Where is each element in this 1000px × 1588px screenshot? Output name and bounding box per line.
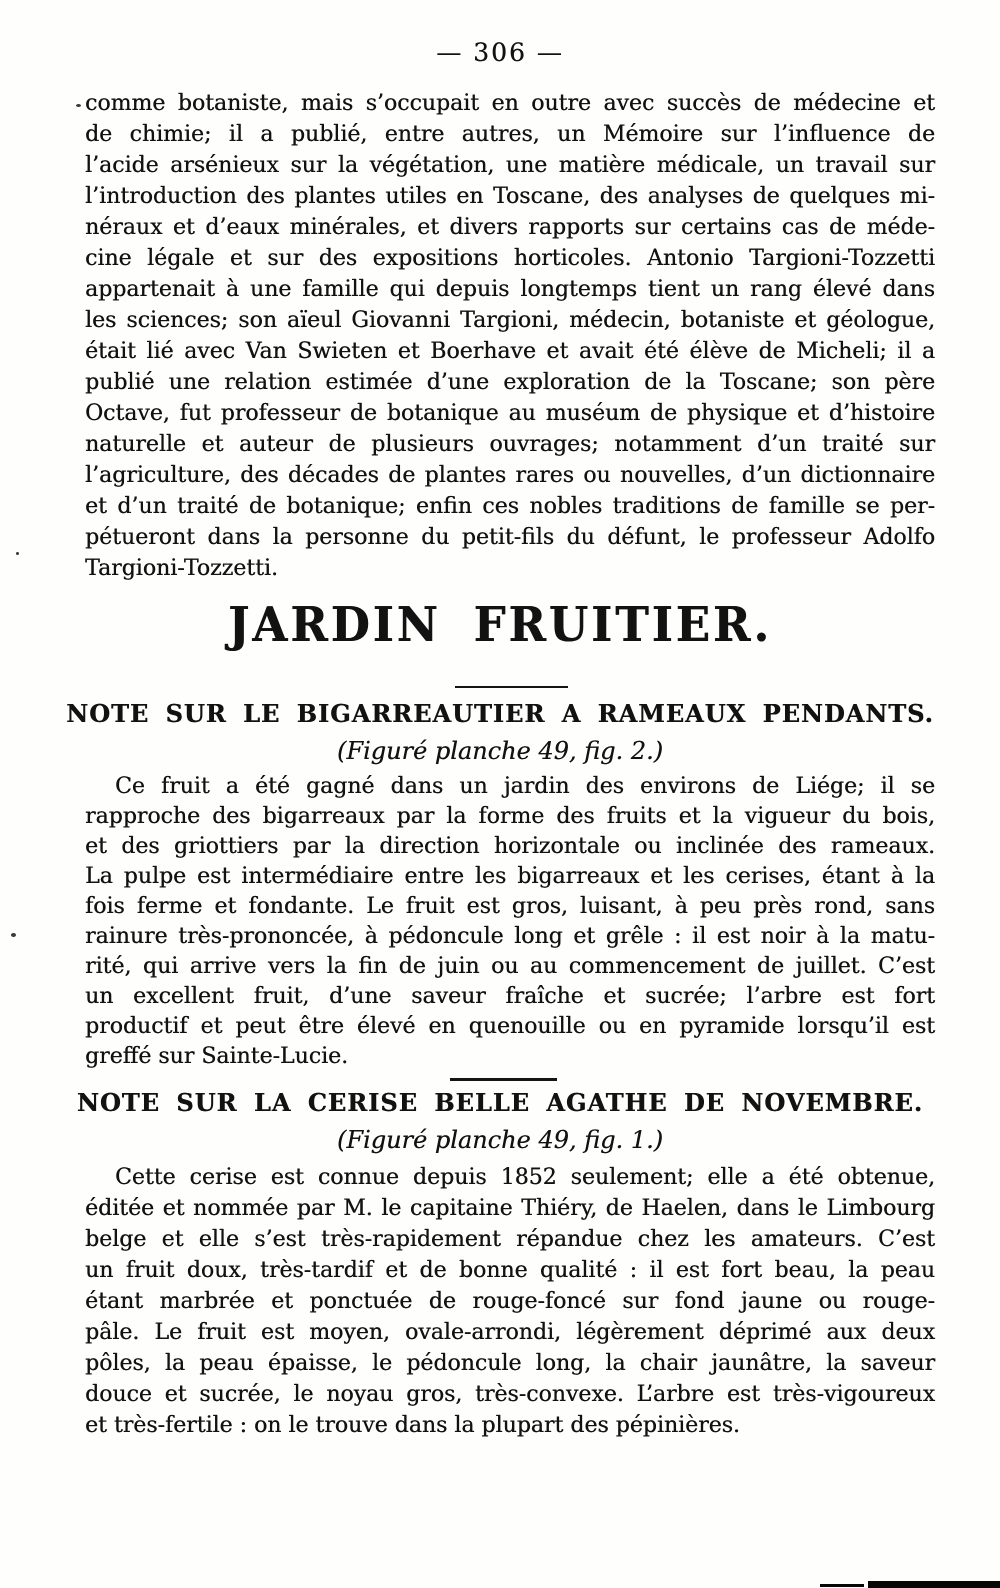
- scan-speck: [11, 933, 16, 937]
- page-number: — 306 —: [436, 38, 564, 67]
- scan-edge-artifact: [868, 1581, 1000, 1588]
- text-line: et des griottiers par la direction horizontale ou inclinée des rameaux.: [85, 834, 935, 859]
- scan-edge-artifact: [820, 1584, 864, 1587]
- text-line: pétueront dans la personne du petit-fils du défunt, le professeur Adolfo: [85, 525, 935, 550]
- text-line: cine légale et sur des expositions horticoles. Antonio Targioni-Tozzetti: [85, 246, 935, 271]
- intro-paragraph: [85, 88, 935, 584]
- text-line: publié une relation estimée d’une exploration de la Toscane; son père: [85, 370, 935, 395]
- text-line: Ce fruit a été gagné dans un jardin des environs de Liége; il se: [115, 774, 935, 799]
- text-line: greffé sur Sainte-Lucie.: [85, 1044, 349, 1069]
- text-line: et très-fertile : on le trouve dans la plupart des pépinières.: [85, 1413, 740, 1438]
- scan-speck: [16, 552, 19, 555]
- title-divider-rule: [455, 686, 568, 688]
- text-line: rité, qui arrive vers la fin de juin ou au commencement de juillet. C’est: [85, 954, 935, 979]
- figure-reference-bigarreautier: (Figuré planche 49, fig. 2.): [336, 737, 664, 765]
- text-line: fois ferme et fondante. Le fruit est gros, luisant, à peu près rond, sans: [85, 894, 935, 919]
- text-line: les sciences; son aïeul Giovanni Targioni, médecin, botaniste et géologue,: [85, 308, 935, 333]
- figure-reference-cerise: (Figuré planche 49, fig. 1.): [336, 1126, 664, 1154]
- scan-speck: [76, 104, 81, 107]
- text-line: était lié avec Van Swieten et Boerhave et avait été élève de Micheli; il a: [85, 339, 935, 364]
- text-line: La pulpe est intermédiaire entre les bigarreaux et les cerises, étant à la: [85, 864, 935, 889]
- text-line: belge et elle s’est très-rapidement répandue chez les amateurs. C’est: [85, 1227, 935, 1252]
- text-line: étant marbrée et ponctuée de rouge-foncé sur fond jaune ou rouge-: [85, 1289, 935, 1314]
- text-line: naturelle et auteur de plusieurs ouvrages; notamment d’un traité sur: [85, 432, 935, 457]
- text-line: néraux et d’eaux minérales, et divers rapports sur certains cas de méde-: [85, 215, 935, 240]
- text-line: pôles, la peau épaisse, le pédoncule long, la chair jaunâtre, la saveur: [85, 1351, 935, 1376]
- text-line: Targioni-Tozzetti.: [85, 556, 278, 581]
- text-line: rapproche des bigarreaux par la forme des fruits et la vigueur du bois,: [85, 804, 935, 829]
- text-line: l’introduction des plantes utiles en Toscane, des analyses de quelques mi-: [85, 184, 935, 209]
- text-line: productif et peut être élevé en quenouille ou en pyramide lorsqu’il est: [85, 1014, 935, 1039]
- text-line: pâle. Le fruit est moyen, ovale-arrondi, légèrement déprimé aux deux: [85, 1320, 935, 1345]
- text-line: l’acide arsénieux sur la végétation, une matière médicale, un travail sur: [85, 153, 935, 178]
- text-line: appartenait à une famille qui depuis longtemps tient un rang élevé dans: [85, 277, 935, 302]
- note-heading-cerise: NOTE SUR LA CERISE BELLE AGATHE DE NOVEMBRE.: [76, 1088, 924, 1117]
- section-divider-rule: [450, 1078, 557, 1081]
- text-line: comme botaniste, mais s’occupait en outre avec succès de médecine et: [85, 91, 935, 116]
- bigarreautier-paragraph: [85, 772, 935, 1072]
- text-line: et d’un traité de botanique; enfin ces nobles traditions de famille se per-: [85, 494, 935, 519]
- text-line: Cette cerise est connue depuis 1852 seulement; elle a été obtenue,: [115, 1165, 935, 1190]
- text-line: éditée et nommée par M. le capitaine Thiéry, de Haelen, dans le Limbourg: [85, 1196, 935, 1221]
- text-line: l’agriculture, des décades de plantes rares ou nouvelles, d’un dictionnaire: [85, 463, 935, 488]
- cerise-paragraph: [85, 1162, 935, 1441]
- text-line: un fruit doux, très-tardif et de bonne qualité : il est fort beau, la peau: [85, 1258, 935, 1283]
- section-title-jardin-fruitier: JARDIN FRUITIER.: [227, 596, 772, 653]
- text-line: de chimie; il a publié, entre autres, un Mémoire sur l’influence de: [85, 122, 935, 147]
- note-heading-bigarreautier: NOTE SUR LE BIGARREAUTIER A RAMEAUX PENDANTS.: [66, 699, 934, 728]
- text-line: douce et sucrée, le noyau gros, très-convexe. L’arbre est très-vigoureux: [85, 1382, 935, 1407]
- text-line: rainure très-prononcée, à pédoncule long et grêle : il est noir à la matu-: [85, 924, 935, 949]
- text-line: Octave, fut professeur de botanique au muséum de physique et d’histoire: [85, 401, 935, 426]
- text-line: un excellent fruit, d’une saveur fraîche et sucrée; l’arbre est fort: [85, 984, 935, 1009]
